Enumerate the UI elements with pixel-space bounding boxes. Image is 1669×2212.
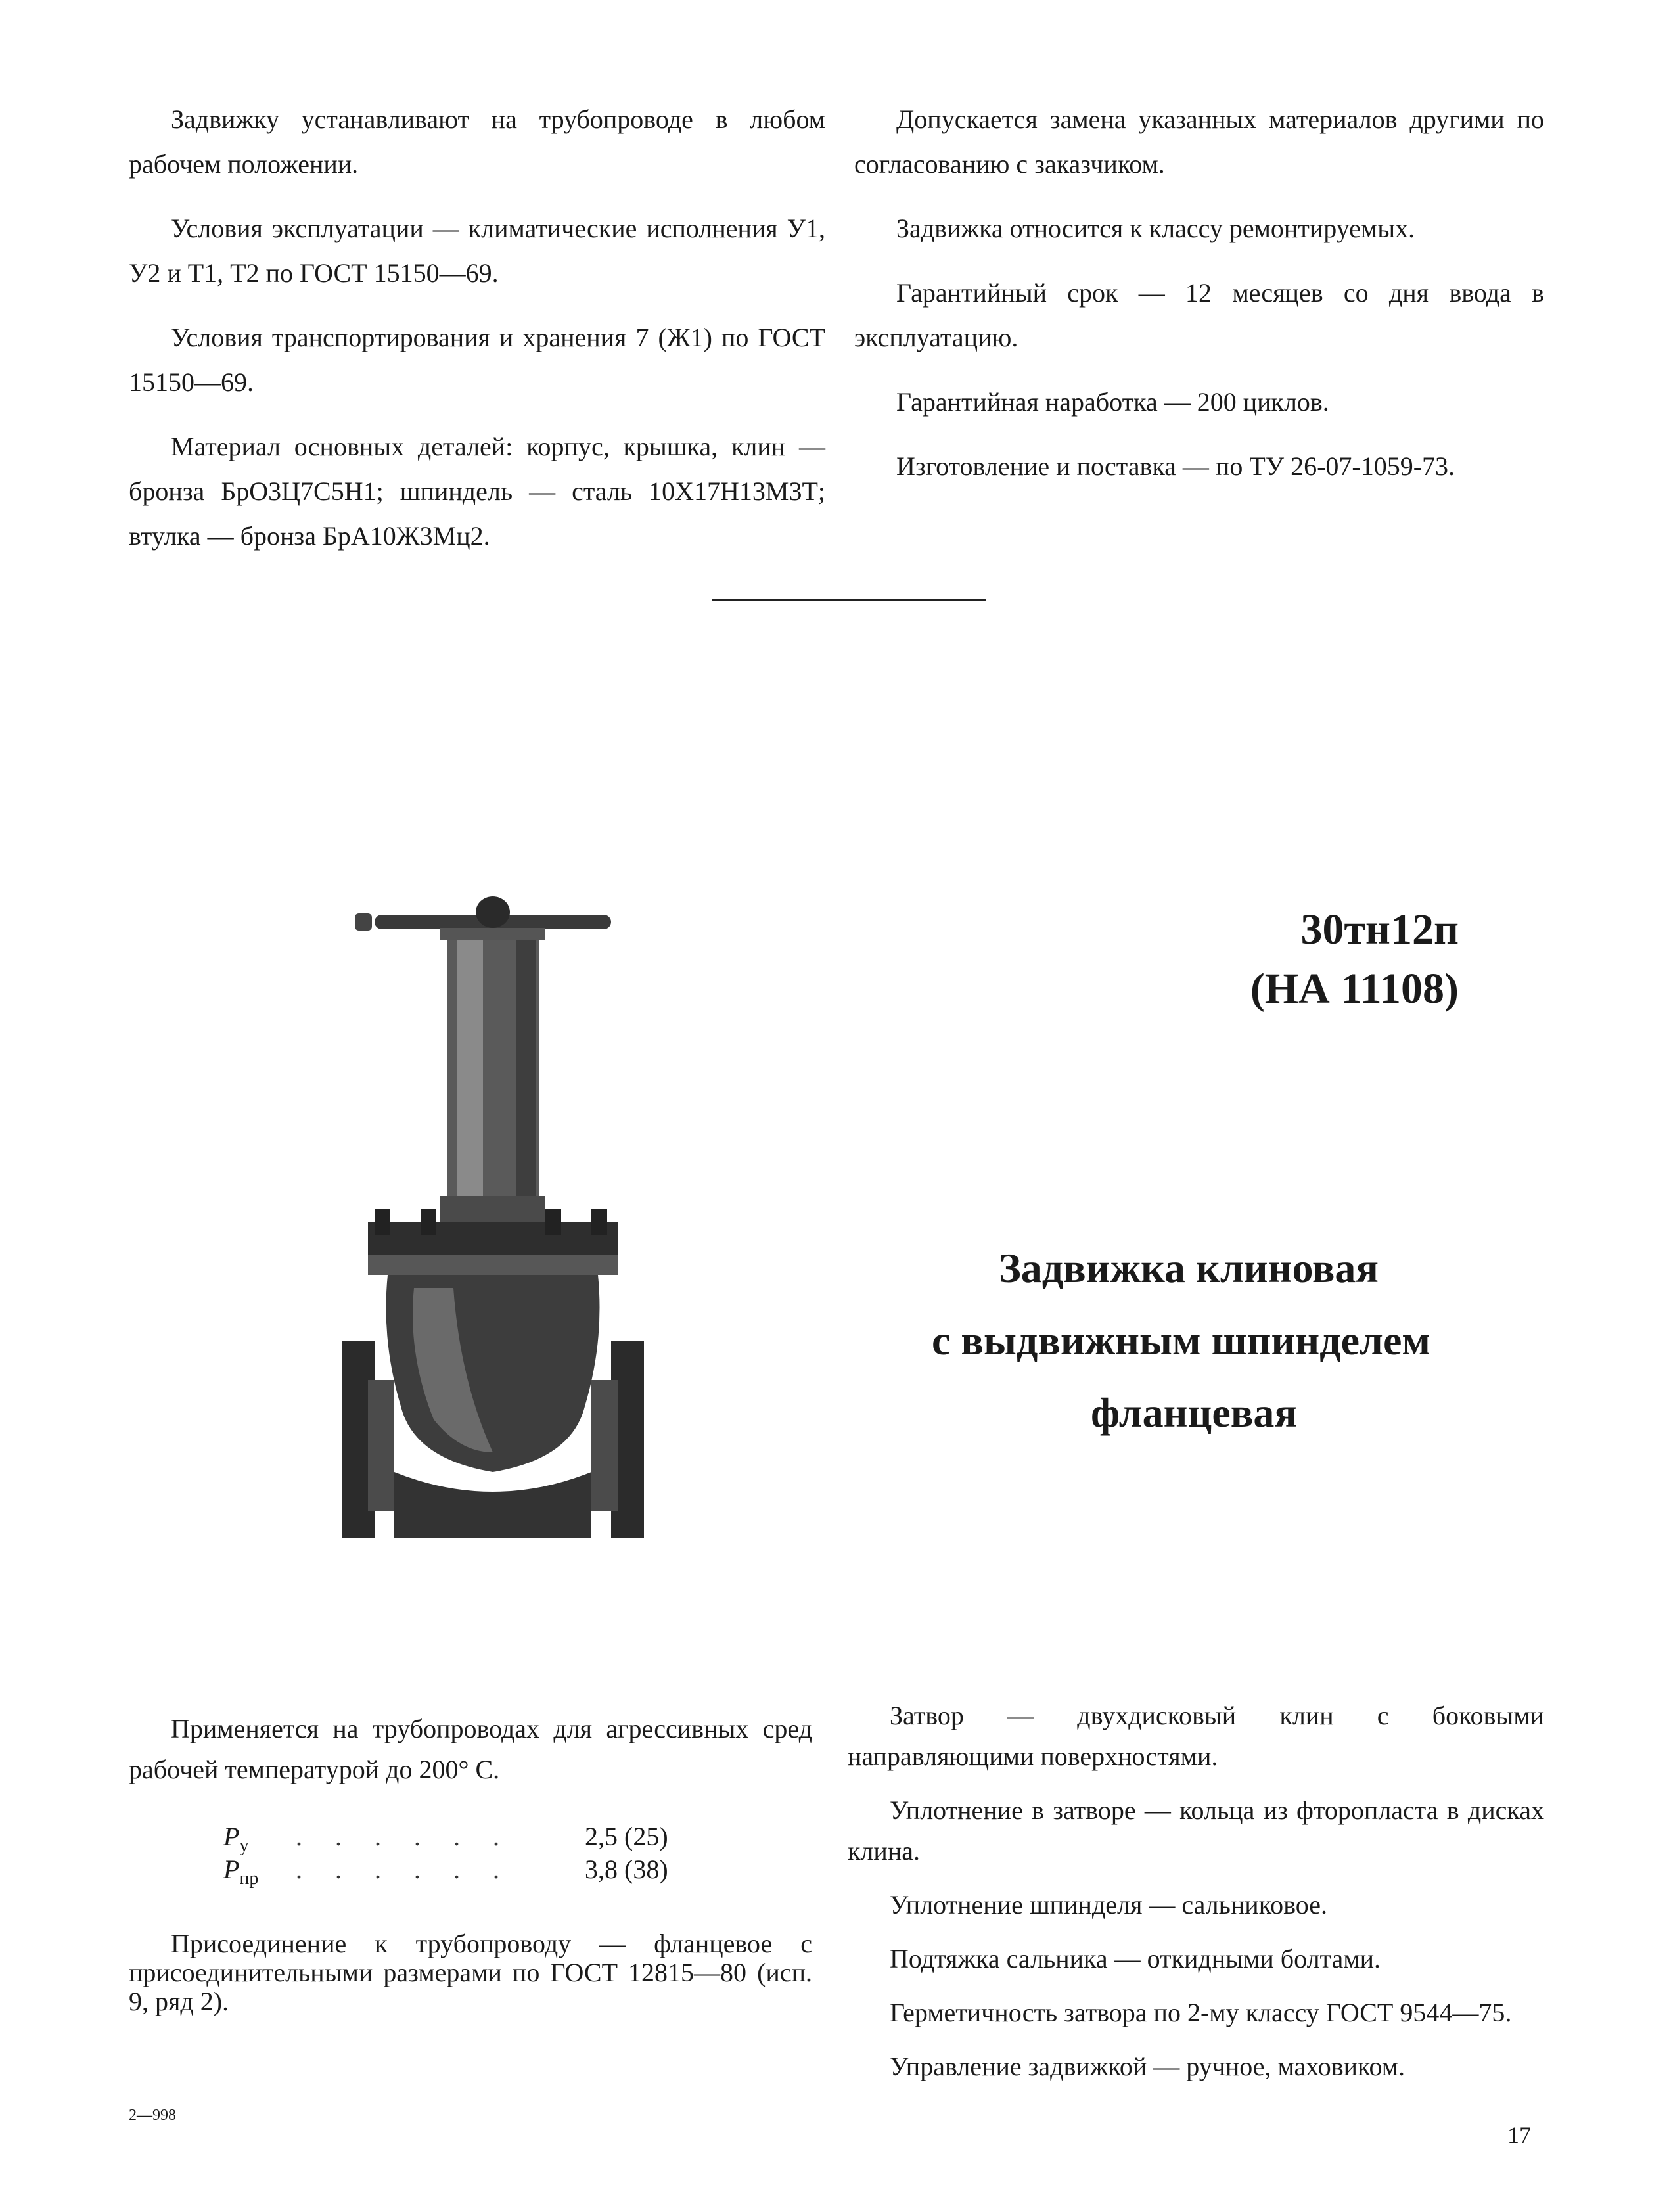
paragraph: Затвор — двухдисковый клин с боковыми направляющими поверхностями. <box>848 1701 1544 1771</box>
paragraph: Задвижка относится к классу ремонтируемых. <box>896 214 1415 243</box>
product-title-line: фланцевая <box>1091 1389 1297 1436</box>
leader-dots: . . . . . . <box>296 1822 513 1851</box>
paragraph: Условия транспортирования и хранения 7 (Ж1) по ГОСТ 15150—69. <box>129 323 825 397</box>
pressure-symbol: $P_{пр}$ <box>223 1855 259 1889</box>
paragraph: Допускается замена указанных материалов другими по согласованию с заказчиком. <box>854 104 1544 179</box>
pressure-value: 3,8 (38) <box>585 1855 668 1884</box>
bottom-right-column <box>848 1695 1544 2100</box>
connection-paragraph: Присоединение к трубопроводу — фланцевое с присоединительными размерами по ГОСТ 12815—80 (исп. 9, ряд 2). <box>129 1929 812 2016</box>
top-left-column <box>129 97 825 578</box>
paragraph: Подтяжка сальника — откидными болтами. <box>890 1944 1381 1973</box>
top-right-column <box>854 97 1544 509</box>
paragraph: Герметичность затвора по 2-му классу ГОСТ 9544—75. <box>890 1998 1512 2027</box>
paragraph: Гарантийный срок — 12 месяцев со дня ввода в эксплуатацию. <box>854 278 1544 352</box>
paragraph: Задвижку устанавливают на трубопроводе в любом рабочем положении. <box>129 104 825 179</box>
page-number: 17 <box>1507 2122 1531 2148</box>
paragraph: Уплотнение в затворе — кольца из фторопласта в дисках клина. <box>848 1795 1544 1866</box>
product-title-line: с выдвижным шпинделем <box>932 1317 1430 1364</box>
pressure-symbol: $P_у$ <box>223 1822 249 1856</box>
connection-column <box>129 1929 812 2036</box>
section-divider <box>712 599 986 601</box>
gate-valve-photo-icon <box>342 881 644 1564</box>
pressure-value: 2,5 (25) <box>585 1822 668 1851</box>
paragraph: Управление задвижкой — ручное, маховиком. <box>890 2052 1406 2081</box>
paragraph: Условия эксплуатации — климатические исполнения У1, У2 и Т1, Т2 по ГОСТ 15150—69. <box>129 214 825 288</box>
product-title-line: Задвижка клиновая <box>999 1245 1379 1291</box>
model-code: 30тн12п <box>1300 906 1459 954</box>
application-paragraph: Применяется на трубопроводах для агрессивных сред рабочей температурой до 200° С. <box>129 1714 812 1784</box>
paragraph: Уплотнение шпинделя — сальниковое. <box>890 1890 1327 1920</box>
print-code: 2—998 <box>129 2107 176 2124</box>
paragraph: Гарантийная наработка — 200 циклов. <box>896 387 1329 417</box>
paragraph: Изготовление и поставка — по ТУ 26-07-1059-73. <box>896 451 1455 481</box>
paragraph: Материал основных деталей: корпус, крышка, клин — бронза БрО3Ц7С5Н1; шпиндель — сталь 10Х17Н13М3Т; втулка — бронза БрА10Ж3Мц2. <box>129 432 825 551</box>
bottom-left-column <box>129 1709 812 1803</box>
model-alt-code: (НА 11108) <box>1250 965 1459 1013</box>
leader-dots: . . . . . . <box>296 1855 513 1884</box>
